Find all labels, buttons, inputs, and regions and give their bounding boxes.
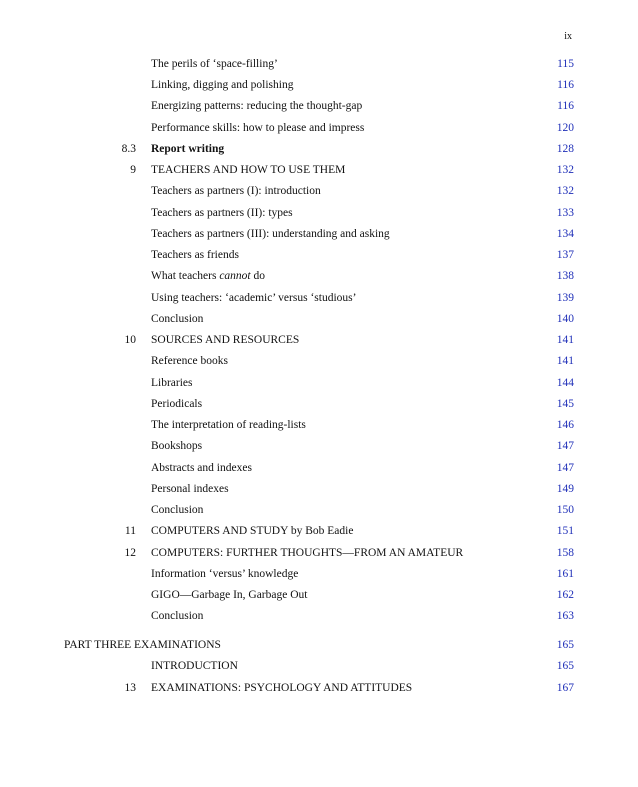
toc-page-link[interactable]: 151 [556, 525, 574, 537]
toc-page-link[interactable]: 115 [557, 58, 574, 70]
toc-entry-title: Teachers as partners (II): types [151, 207, 293, 219]
toc-page-link[interactable]: 140 [556, 313, 574, 325]
toc-part-title: PART THREE EXAMINATIONS [64, 639, 221, 651]
toc-page-link[interactable]: 139 [556, 292, 574, 304]
toc-entry-title: Conclusion [151, 504, 204, 516]
toc-entry-title: Abstracts and indexes [151, 462, 252, 474]
title-emphasis: cannot [219, 270, 251, 282]
toc-chapter-title: COMPUTERS: FURTHER THOUGHTS—FROM AN AMATEUR [151, 547, 464, 559]
toc-page-link[interactable]: 149 [556, 483, 574, 495]
toc-entry-title: The interpretation of reading-lists [151, 419, 306, 431]
toc-entry[interactable] [0, 310, 638, 328]
toc-page-link[interactable]: 120 [556, 122, 574, 134]
toc-page-link[interactable]: 163 [556, 610, 574, 622]
toc-entry[interactable] [0, 97, 638, 115]
toc-entry-title: Conclusion [151, 610, 204, 622]
toc-entry-title: Reference books [151, 355, 228, 367]
toc-page-link[interactable]: 138 [556, 270, 574, 282]
toc-entry-title: INTRODUCTION [151, 660, 238, 672]
toc-entry-title: Energizing patterns: reducing the thought-gap [151, 100, 363, 112]
toc-entry-title: Bookshops [151, 440, 203, 452]
toc-entry-title: Teachers as partners (I): introduction [151, 185, 321, 197]
toc-entry-title: Report writing [151, 143, 225, 155]
toc-entry[interactable] [0, 352, 638, 370]
toc-page-link[interactable]: 141 [556, 334, 574, 346]
toc-page-link[interactable]: 133 [556, 207, 574, 219]
toc-page-link[interactable]: 150 [556, 504, 574, 516]
toc-page-link[interactable]: 145 [556, 398, 574, 410]
chapter-number: 11 [124, 525, 136, 537]
toc-entry[interactable] [0, 331, 638, 349]
toc-entry[interactable] [0, 289, 638, 307]
toc-entry[interactable] [0, 522, 638, 540]
toc-entry-title: Information ‘versus’ knowledge [151, 568, 299, 580]
toc-entry[interactable] [0, 544, 638, 562]
toc-entry[interactable] [0, 374, 638, 392]
toc-entry-title: Conclusion [151, 313, 204, 325]
toc-page-link[interactable]: 165 [556, 639, 574, 651]
toc-page-link[interactable]: 116 [557, 100, 574, 112]
toc-entry[interactable] [0, 395, 638, 413]
toc-entry[interactable] [0, 480, 638, 498]
toc-page-link[interactable]: 146 [556, 419, 574, 431]
toc-entry[interactable] [0, 246, 638, 264]
toc-page-link[interactable]: 137 [556, 249, 574, 261]
toc-entry[interactable] [0, 501, 638, 519]
toc-chapter-title: COMPUTERS AND STUDY by Bob Eadie [151, 525, 354, 537]
toc-page-link[interactable]: 144 [556, 377, 574, 389]
toc-entry[interactable] [0, 657, 638, 675]
toc-entry-title: The perils of ‘space-filling’ [151, 58, 278, 70]
toc-entry[interactable] [0, 679, 638, 697]
toc-entry[interactable] [0, 437, 638, 455]
toc-entry[interactable] [0, 267, 638, 285]
toc-entry-title: Teachers as friends [151, 249, 239, 261]
chapter-number: 13 [124, 682, 136, 694]
toc-entry[interactable] [0, 55, 638, 73]
toc-page-link[interactable]: 134 [556, 228, 574, 240]
toc-entry-title: Teachers as partners (III): understanding and asking [151, 228, 390, 240]
toc-entry[interactable] [0, 204, 638, 222]
toc-page-link[interactable]: 128 [556, 143, 574, 155]
toc-entry-title: Periodicals [151, 398, 203, 410]
toc-chapter-title: SOURCES AND RESOURCES [151, 334, 300, 346]
toc-entry[interactable] [0, 225, 638, 243]
toc-part-entry[interactable] [0, 636, 638, 654]
page-number: ix [564, 31, 572, 42]
toc-page-link[interactable]: 141 [556, 355, 574, 367]
toc-entry[interactable] [0, 182, 638, 200]
title-text-end: do [250, 270, 266, 282]
section-number: 8.3 [121, 143, 136, 155]
chapter-number: 9 [130, 164, 136, 176]
toc-entry-title [151, 267, 265, 285]
chapter-number: 10 [124, 334, 136, 346]
toc-page-link[interactable]: 167 [556, 682, 574, 694]
toc-entry-title: Personal indexes [151, 483, 229, 495]
toc-entry[interactable] [0, 565, 638, 583]
toc-entry[interactable] [0, 416, 638, 434]
chapter-number: 12 [124, 547, 136, 559]
toc-chapter-title: EXAMINATIONS: PSYCHOLOGY AND ATTITUDES [151, 682, 413, 694]
title-text-start: What teachers [151, 270, 220, 282]
toc-entry-title: Libraries [151, 377, 193, 389]
toc-page-link[interactable]: 162 [556, 589, 574, 601]
toc-entry-title: Linking, digging and polishing [151, 79, 294, 91]
toc-entry-title: GIGO—Garbage In, Garbage Out [151, 589, 308, 601]
toc-page-link[interactable]: 158 [556, 547, 574, 559]
toc-page-link[interactable]: 165 [556, 660, 574, 672]
toc-page-link[interactable]: 132 [556, 185, 574, 197]
toc-page-link[interactable]: 147 [556, 440, 574, 452]
toc-entry[interactable] [0, 119, 638, 137]
toc-page-link[interactable]: 132 [556, 164, 574, 176]
toc-entry[interactable] [0, 586, 638, 604]
toc-entry-title: Performance skills: how to please and impress [151, 122, 365, 134]
toc-entry[interactable] [0, 76, 638, 94]
toc-entry[interactable] [0, 140, 638, 158]
toc-entry[interactable] [0, 607, 638, 625]
toc-page-link[interactable]: 147 [556, 462, 574, 474]
toc-page-link[interactable]: 116 [557, 79, 574, 91]
toc-chapter-title: TEACHERS AND HOW TO USE THEM [151, 164, 346, 176]
toc-entry-title: Using teachers: ‘academic’ versus ‘studious’ [151, 292, 357, 304]
toc-entry[interactable] [0, 459, 638, 477]
toc-entry[interactable] [0, 161, 638, 179]
toc-page-link[interactable]: 161 [556, 568, 574, 580]
